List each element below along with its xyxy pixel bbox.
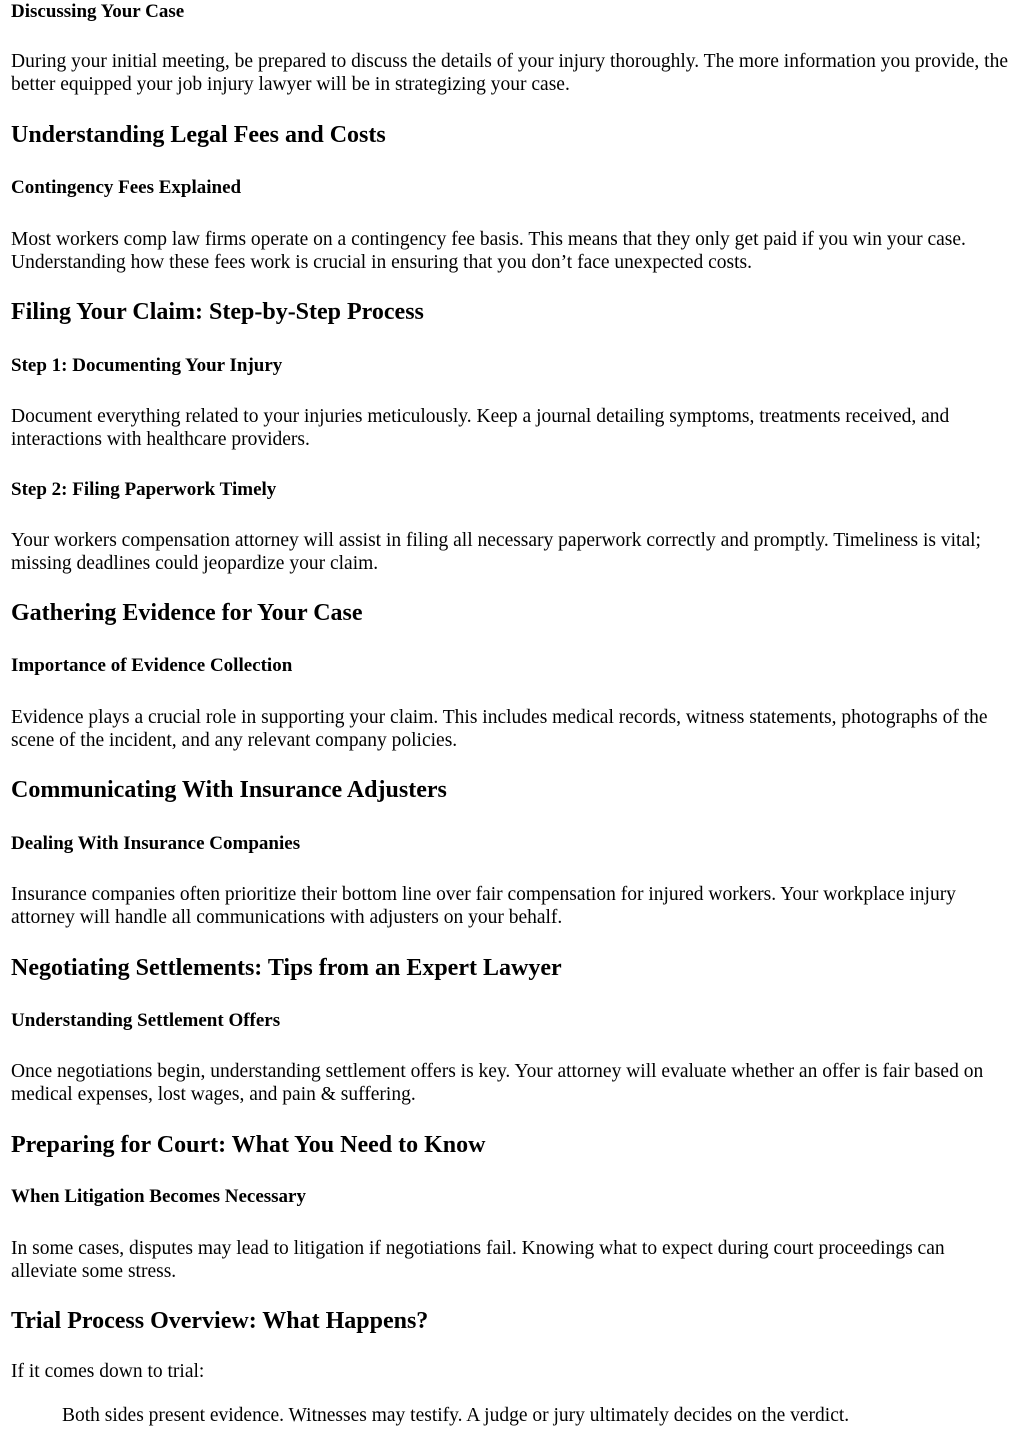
heading-filing-your-claim: Filing Your Claim: Step-by-Step Process [11,299,424,325]
section-heading-contingency-fees: Contingency Fees Explained [11,177,242,198]
paragraph-settlement-offers: Once negotiations begin, understanding settlement offers is key. Your attorney will evaluate whether an offer is fair based on medical expenses, lost wages, and pain & suffering. [11,1061,984,1105]
heading-legal-fees-and-costs: Understanding Legal Fees and Costs [11,122,386,148]
section-heading-step-2: Step 2: Filing Paperwork Timely [11,479,277,500]
paragraph-litigation: In some cases, disputes may lead to litigation if negotiations fail. Knowing what to expect during court proceedings can alleviate some stress. [11,1238,945,1282]
trial-steps-quote: Both sides present evidence. Witnesses may testify. A judge or jury ultimately decides on the verdict. [62,1405,850,1426]
heading-preparing-for-court: Preparing for Court: What You Need to Know [11,1132,486,1158]
section-heading-litigation: When Litigation Becomes Necessary [11,1186,306,1207]
paragraph-step-1: Document everything related to your injuries meticulously. Keep a journal detailing symptoms, treatments received, and interactions with healthcare providers. [11,406,950,450]
paragraph-insurance-companies: Insurance companies often prioritize their bottom line over fair compensation for injured workers. Your workplace injury attorney will handle all communications with adjusters on your behalf. [11,884,956,928]
section-heading-insurance-companies: Dealing With Insurance Companies [11,833,301,854]
paragraph-evidence-collection: Evidence plays a crucial role in supporting your claim. This includes medical records, witness statements, photographs of the scene of the incident, and any relevant company policies. [11,707,988,751]
paragraph-step-2: Your workers compensation attorney will assist in filing all necessary paperwork correctly and promptly. Timeliness is vital; missing deadlines could jeopardize your claim. [11,530,981,574]
section-heading-settlement-offers: Understanding Settlement Offers [11,1010,281,1031]
paragraph-discussing-your-case: During your initial meeting, be prepared to discuss the details of your injury thoroughly. The more information you provide, the better equipped your job injury lawyer will be in strategizing your case. [11,51,1008,95]
section-heading-evidence-collection: Importance of Evidence Collection [11,655,293,676]
heading-negotiating-settlements: Negotiating Settlements: Tips from an Expert Lawyer [11,955,562,981]
heading-gathering-evidence: Gathering Evidence for Your Case [11,600,363,626]
section-heading-step-1: Step 1: Documenting Your Injury [11,355,283,376]
heading-trial-process: Trial Process Overview: What Happens? [11,1308,429,1334]
paragraph-trial-intro: If it comes down to trial: [11,1361,205,1382]
paragraph-contingency-fees: Most workers comp law firms operate on a contingency fee basis. This means that they only get paid if you win your case. Understanding how these fees work is crucial in ensuring that you don’t face unexpected costs. [11,229,966,273]
heading-insurance-adjusters: Communicating With Insurance Adjusters [11,777,447,803]
section-heading-discussing-your-case: Discussing Your Case [11,1,185,22]
